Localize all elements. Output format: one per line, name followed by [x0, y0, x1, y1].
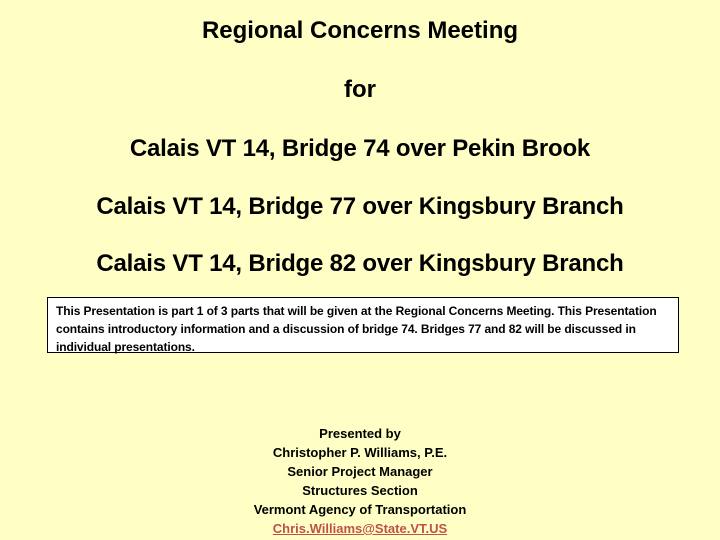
title-line-bridge-74: Calais VT 14, Bridge 74 over Pekin Brook	[129, 135, 591, 162]
title-line-bridge-82: Calais VT 14, Bridge 82 over Kingsbury Branch	[96, 250, 624, 277]
presenter-block	[0, 424, 720, 538]
presenter-role: Senior Project Manager	[287, 464, 433, 479]
presenter-agency: Vermont Agency of Transportation	[253, 502, 467, 517]
title-line-for: for	[344, 76, 376, 103]
title-line-bridge-77: Calais VT 14, Bridge 77 over Kingsbury Branch	[96, 193, 624, 220]
presented-by-label: Presented by	[319, 426, 401, 441]
presenter-name: Christopher P. Williams, P.E.	[272, 445, 448, 460]
title-line-meeting: Regional Concerns Meeting	[201, 17, 519, 44]
presenter-email-link[interactable]: Chris.Williams@State.VT.US	[272, 521, 448, 536]
notice-box: This Presentation is part 1 of 3 parts that will be given at the Regional Concerns Meeting. This Presentation contains introductory information and a discussion of bridge 74. Bridges 77 and 82 will be discussed in individual presentations.	[47, 297, 679, 353]
presenter-section: Structures Section	[302, 483, 418, 498]
